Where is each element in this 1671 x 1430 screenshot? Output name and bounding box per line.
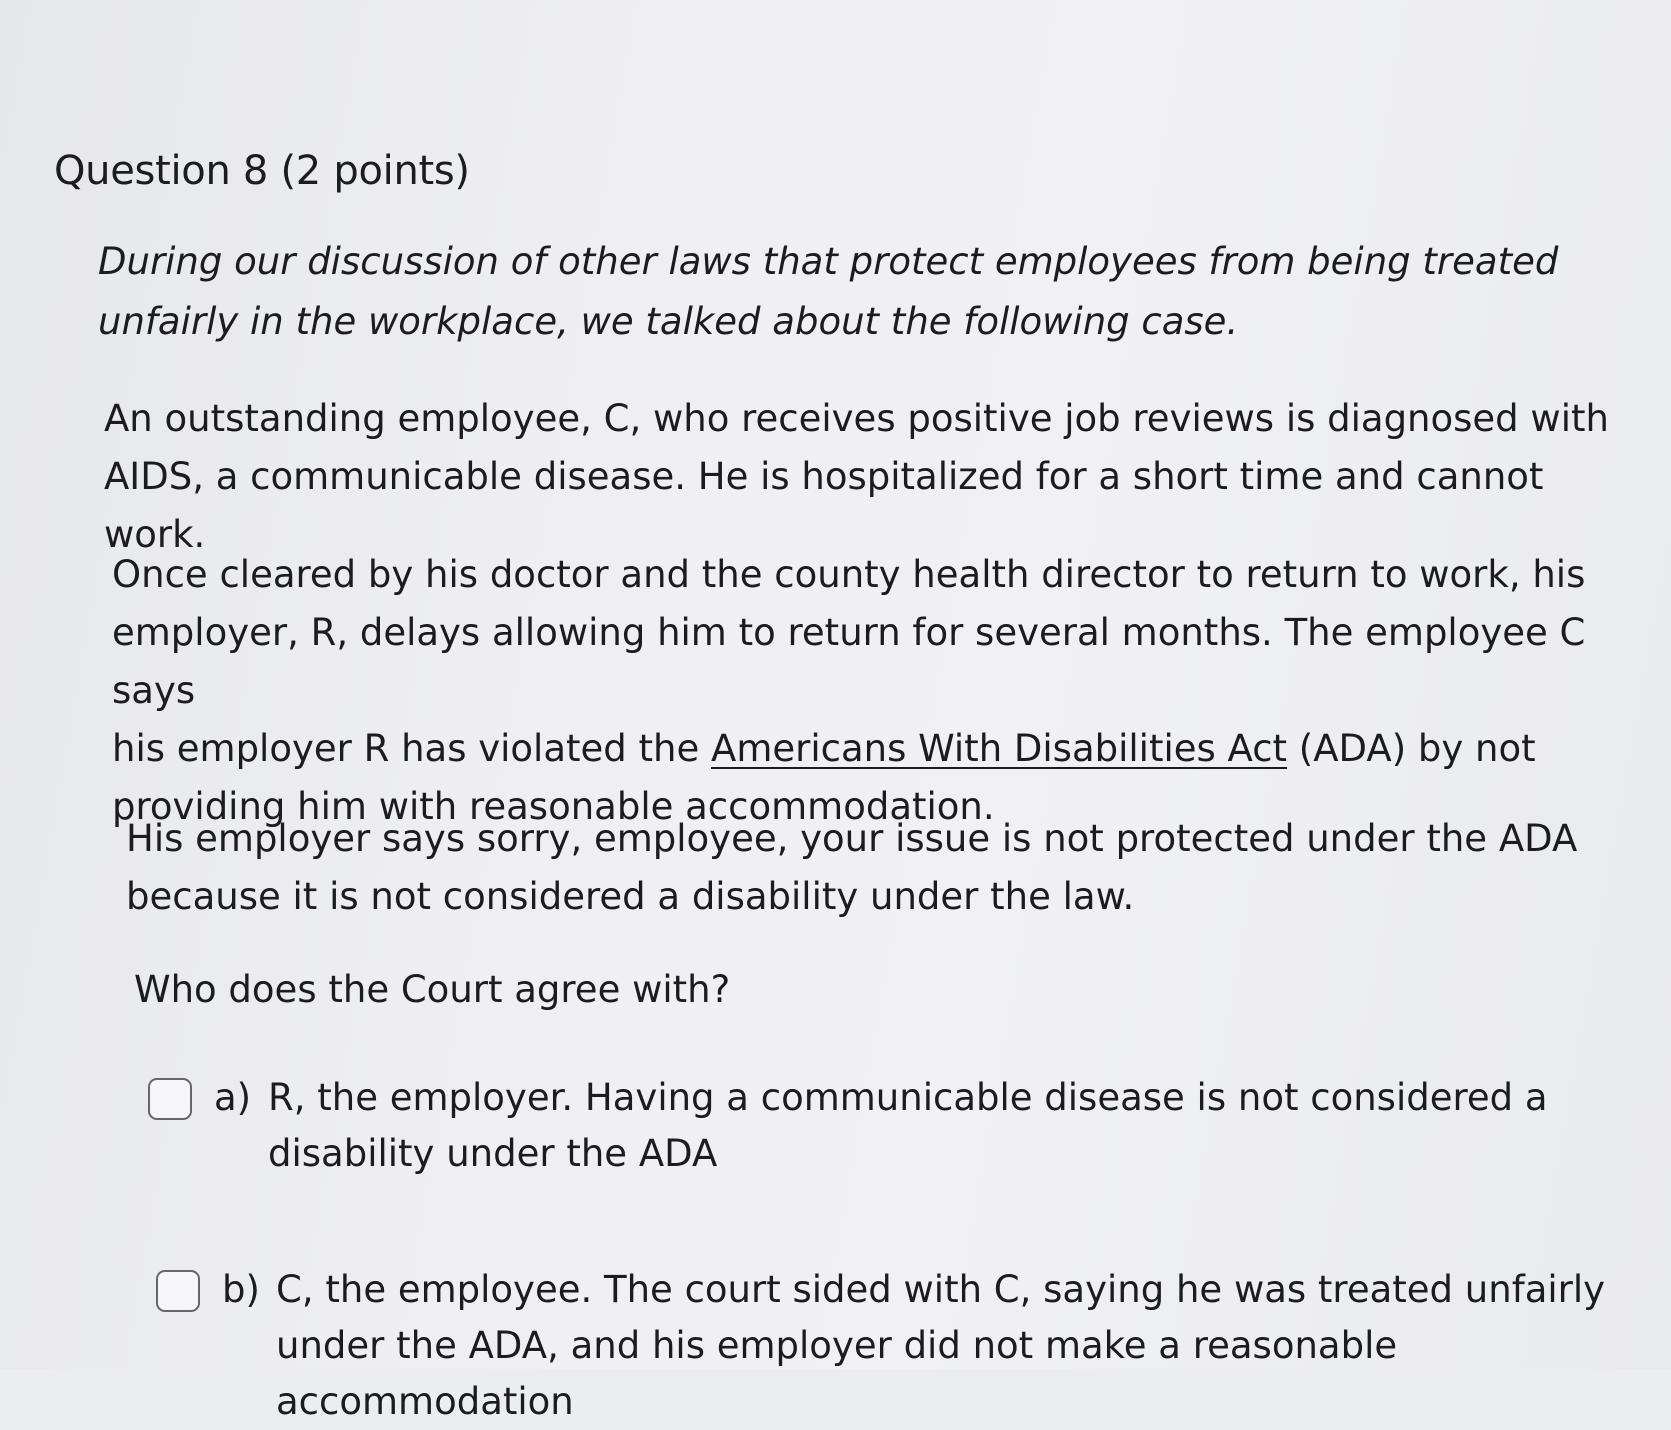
question-intro: During our discussion of other laws that protect employees from being treated unfairly in the workplace, we talked about the following case. [98,240,1559,343]
case-paragraph-3: His employer says sorry, employee, your issue is not protected under the ADA because it is not considered a disability under the law. [126,817,1578,918]
case-paragraph-1: An outstanding employee, C, who receives positive job reviews is diagnosed with AIDS, a communicable disease. He is hospitalized for a short time and cannot work. [104,397,1609,556]
case-paragraph-2-start: Once cleared by his doctor and the county health director to return to work, his employer, R, delays allowing him to return for several months. The employee C says his employer R has violated the [112,553,1586,770]
question-prompt: Who does the Court agree with? [134,968,731,1011]
ada-link[interactable]: Americans With Disabilities Act [711,727,1288,770]
option-b-checkbox[interactable] [156,1270,200,1312]
case-paragraph-2 [112,546,1652,836]
case-paragraph-2-end: (ADA) by not providing him with reasonable accommodation. [112,727,1536,828]
question-points: (2 points) [280,148,470,194]
option-a-checkbox[interactable] [148,1078,192,1120]
question-number: Question 8 [54,148,269,194]
option-a-text: R, the employer. Having a communicable disease is not considered a disability under the ADA [268,1076,1548,1175]
option-a-letter: a) [214,1076,252,1119]
answer-option-b[interactable] [156,1262,1656,1430]
answer-option-a[interactable] [148,1070,1648,1182]
question-title [54,148,470,194]
option-b-letter: b) [222,1268,260,1311]
option-b-text: C, the employee. The court sided with C, saying he was treated unfairly under the ADA, and his employer did not make a reasonable accommodation [276,1268,1606,1423]
